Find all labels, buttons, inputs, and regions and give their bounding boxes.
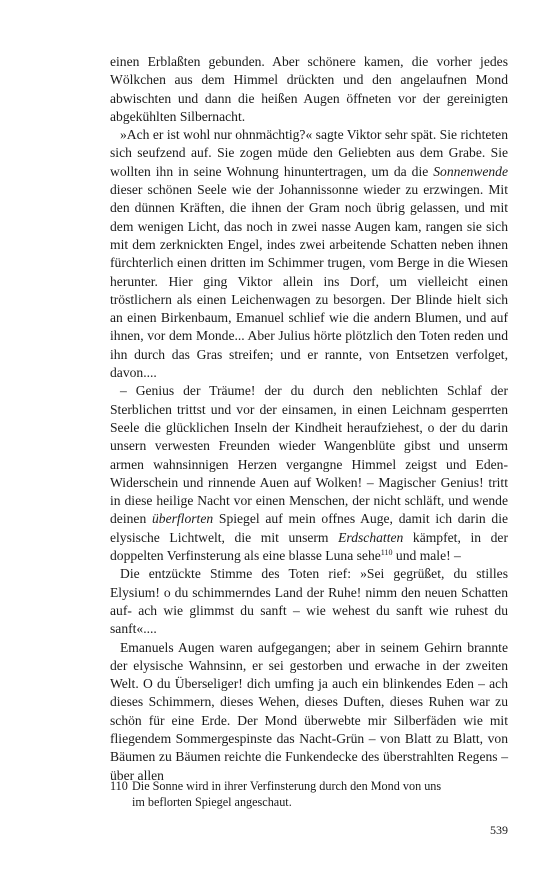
- paragraph: [110, 126, 508, 382]
- text-run: Emanuels Augen waren aufgegangen; aber in seinem Gehirn brannte der elysische Wahnsinn, er sei gestorben und erwache in der zweiten Welt. O du Überseliger! dich umfing ja auch ein blinkendes Eden – ach dieses Schimmern, dieses Wehen, dieses Duften, dieses Ruhen war zu schön für eine Erde. Der Mond überwebte mir Silberfäden wie mit fliegendem Sommergespinste das Nacht-Grün – von Blatt zu Blatt, von Bäumen zu Bäumen reichte die Funkendecke des überstrahlten Regens – über allen: [110, 639, 508, 783]
- italic-text: Sonnenwende: [433, 163, 508, 179]
- paragraph: [110, 382, 508, 565]
- footnote-reference: 110: [380, 548, 393, 558]
- text-run: einen Erblaßten gebunden. Aber schönere kamen, die vorher jedes Wölkchen aus dem Himmel drückten und den angelaufnen Mond abwischten und dann die heißen Augen öffneten vor der gereinigten abgekühlten Silbernacht.: [110, 54, 508, 124]
- text-run: dieser schönen Seele wie der Johannissonne wieder zu erzwingen. Mit den dünnen Kräften, die ihnen der Gram noch übrig gelassen, und mit dem wenigen Licht, das noch in zwei nasse Augen kam, rangen sie sich mit dem zerknickten Engel, indes zwei arbeitende Schatten neben ihnen fürchterlich einen dritten im Schimmer trugen, vom Berge in die Wiesen herunter. Hier ging Viktor allein ins Dorf, um vielleicht einen tröstlichern als einen Leichenwagen zu besorgen. Der Blinde hielt sich an einen Birkenbaum, Emanuel schlief wie die andern Blumen, und auf ihnen, vor dem Monde... Aber Julius hörte plötzlich den Toten reden und ihn durch das Gras streifen; und er rannte, von Entsetzen verfolget, davon....: [110, 182, 508, 381]
- text-run: – Genius der Träume! der du durch den neblichten Schlaf der Sterblichen trittst und vor der einsamen, in einen Leichnam gesperrten Seele die glücklichen Inseln der Kindheit heraufziehest, o der du darin unsern verwesten Freunden wieder Wangenblüte gibst und unserm armen wahnsinnigen Herzen vergangne Himmel zeigst und Eden-Widerschein und rinnende Auen auf Wolken! – Magischer Genius! tritt in diese heilige Nacht vor einen Menschen, der nicht schläft, und wende deinen: [110, 383, 508, 527]
- text-run: Die entzückte Stimme des Toten rief: »Sei gegrüßet, du stilles Elysium! o du schimmerndes Land der Ruhe! nimm den neuen Schatten auf- ach wie glimmst du sanft – wie wehest du sanft wie ruhest du sanft«....: [110, 566, 508, 637]
- text-run: kämpfet, in der doppelten Verfinsterung als eine blasse Luna sehe: [110, 529, 508, 564]
- text-run: Spiegel auf mein offnes Auge, damit ich darin die elysische Lichtwelt, die mit unserm: [110, 511, 508, 545]
- page-number: 539: [490, 823, 508, 837]
- italic-text: überflorten: [151, 511, 214, 527]
- paragraph: [110, 639, 508, 785]
- footnote-number: 110: [110, 779, 128, 793]
- footnote-text-line-1: Die Sonne wird in ihrer Verfinsterung durch den Mond von uns: [132, 779, 442, 793]
- footnote-text-line-2: im beflorten Spiegel angeschaut.: [132, 795, 292, 809]
- main-text: [110, 53, 508, 785]
- footnote: [110, 778, 508, 810]
- text-run: und male! –: [392, 548, 461, 564]
- italic-text: Erdschatten: [338, 529, 404, 545]
- paragraph: [110, 565, 508, 638]
- text-run: »Ach er ist wohl nur ohnmächtig?« sagte Viktor sehr spät. Sie richteten sich seufzend auf. Sie zogen müde den Geliebten aus dem Grabe. Sie wollten ihn in seine Wohnung hinuntertragen, um da die: [110, 127, 508, 179]
- paragraph: [110, 53, 508, 126]
